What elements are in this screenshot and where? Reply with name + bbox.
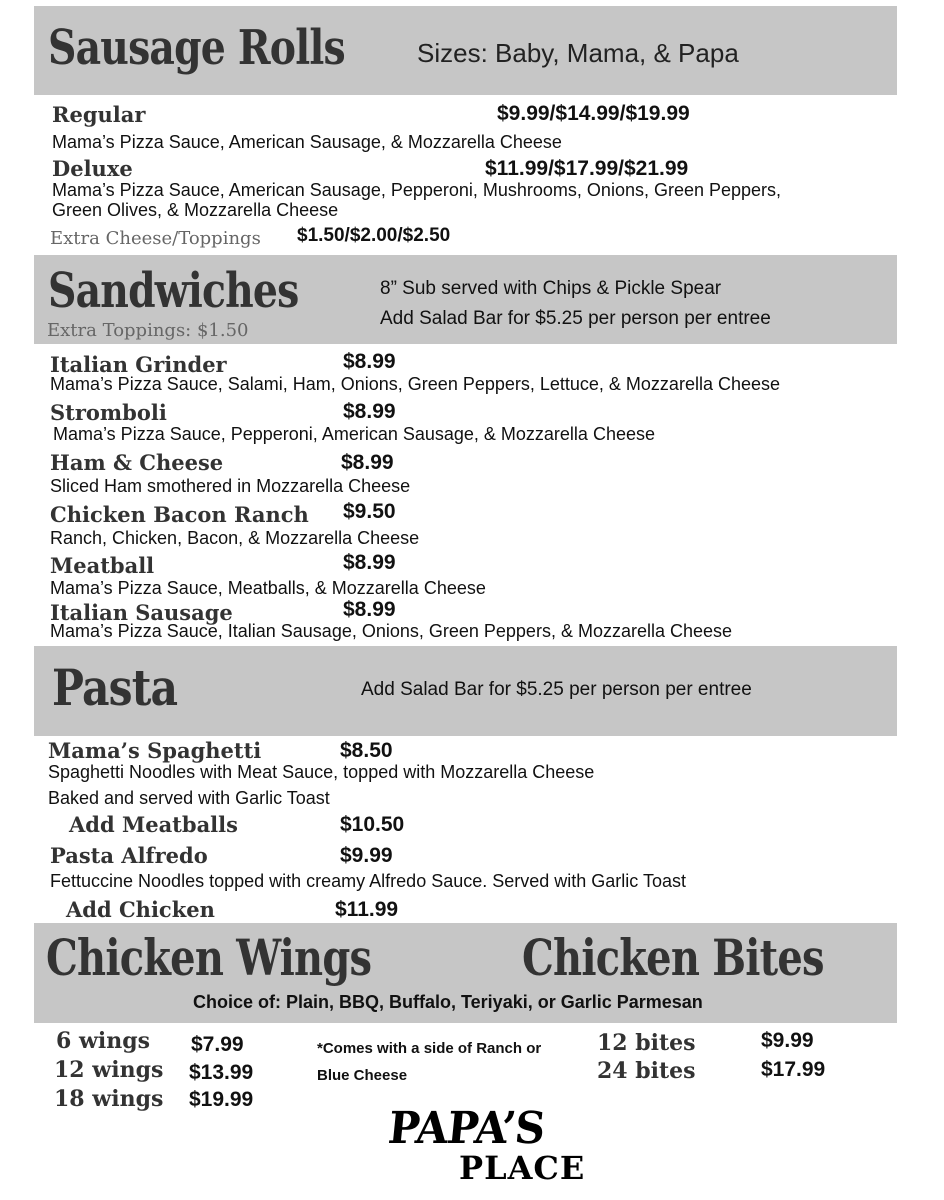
item-name: Add Chicken — [66, 897, 215, 922]
item-description: Mama’s Pizza Sauce, Italian Sausage, Onions, Green Peppers, & Mozzarella Cheese — [50, 621, 733, 641]
item-name: Meatball — [50, 553, 155, 578]
item-name: Deluxe — [52, 156, 133, 181]
item-description: Sliced Ham smothered in Mozzarella Cheese — [50, 476, 411, 496]
item-description: Mama’s Pizza Sauce, American Sausage, Pepperoni, Mushrooms, Onions, Green Peppers, — [52, 180, 782, 200]
sandwiches-note-salad-bar: Add Salad Bar for $5.25 per person per entree — [380, 308, 771, 329]
logo-line-2: PLACE — [459, 1149, 586, 1187]
item-price: $9.99 — [340, 844, 393, 867]
item-price: $8.50 — [340, 739, 393, 762]
item-price: $11.99 — [335, 898, 399, 921]
item-name: Chicken Bacon Ranch — [50, 502, 309, 527]
sausage-rolls-sizes: Sizes: Baby, Mama, & Papa — [417, 38, 739, 68]
wings-side-note: *Comes with a side of Ranch or — [317, 1040, 542, 1057]
item-description: Green Olives, & Mozzarella Cheese — [52, 200, 339, 220]
item-name: Italian Grinder — [50, 352, 227, 377]
wings-count: 12 wings — [54, 1057, 164, 1083]
bites-price: $9.99 — [761, 1029, 814, 1052]
wings-price: $7.99 — [191, 1033, 244, 1056]
item-price: $8.99 — [343, 598, 396, 621]
extra-toppings-label: Extra Cheese/Toppings — [50, 228, 261, 249]
item-name: Stromboli — [50, 400, 167, 425]
wings-count: 18 wings — [54, 1086, 164, 1112]
item-description: Mama’s Pizza Sauce, American Sausage, & Mozzarella Cheese — [52, 132, 562, 152]
item-name: Italian Sausage — [50, 600, 233, 625]
wings-count: 6 wings — [56, 1028, 151, 1054]
item-name: Regular — [52, 102, 146, 127]
item-name: Mama’s Spaghetti — [48, 738, 262, 763]
bites-count: 24 bites — [597, 1058, 696, 1084]
pasta-note-salad-bar: Add Salad Bar for $5.25 per person per entree — [361, 679, 752, 700]
bites-price: $17.99 — [761, 1058, 826, 1081]
item-description: Mama’s Pizza Sauce, Pepperoni, American Sausage, & Mozzarella Cheese — [53, 424, 655, 444]
extra-toppings-price: $1.50/$2.00/$2.50 — [297, 225, 451, 246]
item-description: Mama’s Pizza Sauce, Meatballs, & Mozzarella Cheese — [50, 578, 486, 598]
wings-price: $13.99 — [189, 1061, 254, 1084]
sandwiches-extra-toppings: Extra Toppings: $1.50 — [47, 320, 249, 341]
item-price: $8.99 — [341, 451, 394, 474]
wing-sauce-choices: Choice of: Plain, BBQ, Buffalo, Teriyaki, or Garlic Parmesan — [193, 992, 703, 1012]
item-name: Ham & Cheese — [50, 450, 224, 475]
chicken-bites-title: Chicken Bites — [522, 928, 824, 987]
item-name: Add Meatballs — [69, 812, 238, 837]
item-name: Pasta Alfredo — [50, 843, 208, 868]
item-price: $8.99 — [343, 551, 396, 574]
item-price: $11.99/$17.99/$21.99 — [485, 157, 689, 180]
item-price: $9.50 — [343, 500, 396, 523]
item-price: $10.50 — [340, 813, 405, 836]
wings-side-note: Blue Cheese — [317, 1067, 408, 1084]
wings-price: $19.99 — [189, 1088, 254, 1111]
item-price: $9.99/$14.99/$19.99 — [497, 102, 690, 125]
item-description: Fettuccine Noodles topped with creamy Alfredo Sauce. Served with Garlic Toast — [50, 871, 686, 891]
chicken-wings-title: Chicken Wings — [46, 928, 372, 987]
logo-line-1: PAPA’S — [385, 1103, 547, 1154]
papas-place-logo — [385, 1103, 590, 1195]
sandwiches-note-sub: 8” Sub served with Chips & Pickle Spear — [380, 278, 722, 299]
item-description: Ranch, Chicken, Bacon, & Mozzarella Cheese — [50, 528, 420, 548]
item-description: Spaghetti Noodles with Meat Sauce, topped with Mozzarella Cheese — [48, 762, 595, 782]
item-price: $8.99 — [343, 350, 396, 373]
pasta-title: Pasta — [52, 658, 178, 717]
item-description: Baked and served with Garlic Toast — [48, 788, 330, 808]
item-description: Mama’s Pizza Sauce, Salami, Ham, Onions, Green Peppers, Lettuce, & Mozzarella Cheese — [50, 374, 781, 394]
bites-count: 12 bites — [597, 1030, 696, 1056]
sandwiches-title: Sandwiches — [48, 263, 299, 319]
sausage-rolls-title: Sausage Rolls — [48, 20, 345, 76]
item-price: $8.99 — [343, 400, 396, 423]
